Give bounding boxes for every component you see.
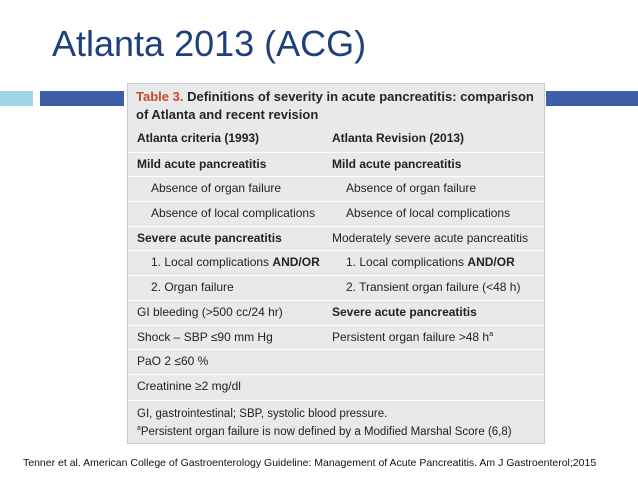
footnote-persistent-organ-failure: [137, 423, 535, 441]
table-cell-right: Mild acute pancreatitis: [332, 156, 462, 171]
footnote-text: Persistent organ failure is now defined by a Modified Marshal Score (6,8): [140, 426, 512, 438]
table-cell-left: [151, 254, 320, 271]
table-row: [128, 201, 544, 226]
table-row: [128, 226, 544, 251]
table-cell-left: Absence of local complications: [151, 206, 316, 221]
table-cell-text: 1. Local complications: [346, 255, 468, 270]
table-row: [128, 325, 544, 350]
table-cell-bold-text: AND/OR: [467, 255, 515, 270]
table-row: [128, 300, 544, 325]
table-caption-label: Table 3.: [136, 89, 184, 104]
column-header-atlanta-2013: Atlanta Revision (2013): [332, 131, 465, 145]
table-cell-left: Creatinine ≥2 mg/dl: [137, 378, 241, 393]
table-cell-right: [346, 254, 515, 271]
table-row: [128, 250, 544, 275]
table-row: [128, 349, 544, 374]
table-cell-left: Severe acute pancreatitis: [137, 230, 282, 245]
table-cell-text: Persistent organ failure >48 h: [332, 329, 490, 344]
footnote-abbreviations: GI, gastrointestinal; SBP, systolic blood pressure.: [137, 408, 388, 420]
table-body: [128, 127, 544, 399]
accent-bar-left-light: [0, 91, 33, 106]
table-caption-text: Definitions of severity in acute pancreatitis: comparison of Atlanta and recent revision: [136, 89, 534, 122]
table-cell-left: Shock – SBP ≤90 mm Hg: [137, 329, 273, 344]
table-cell-bold-text: AND/OR: [272, 255, 320, 270]
accent-bar-right-dark: [546, 91, 638, 106]
column-header-atlanta-1993: Atlanta criteria (1993): [137, 131, 260, 145]
table-row: [128, 374, 544, 399]
table-cell-left: Mild acute pancreatitis: [137, 156, 267, 171]
table-caption: [136, 88, 536, 124]
slide-title: Atlanta 2013 (ACG): [52, 23, 367, 64]
table-cell-right: [332, 329, 493, 346]
table-footnotes: [128, 400, 544, 441]
table-cell-left: Absence of organ failure: [151, 181, 282, 196]
accent-bar-left-dark: [40, 91, 124, 106]
table-cell-left: PaO 2 ≤60 %: [137, 354, 209, 369]
table-row: [128, 275, 544, 300]
table-row: [128, 176, 544, 201]
table-cell-left: 2. Organ failure: [151, 280, 234, 295]
table-cell-right: Absence of local complications: [346, 206, 511, 221]
citation: Tenner et al. American College of Gastroenterology Guideline: Management of Acute Pancreatitis. Am J Gastroenterol;2015: [23, 457, 597, 469]
table-header-row: [128, 127, 544, 152]
table-cell-right: Absence of organ failure: [346, 181, 477, 196]
table-cell-right: 2. Transient organ failure (<48 h): [346, 280, 521, 295]
table-cell-left: GI bleeding (>500 cc/24 hr): [137, 304, 283, 319]
table-cell-right: Severe acute pancreatitis: [332, 304, 477, 319]
footnote-marker: a: [489, 328, 494, 338]
table-cell-text: 1. Local complications: [151, 255, 273, 270]
severity-definitions-table: [127, 83, 545, 444]
table-row: [128, 152, 544, 177]
table-cell-right: Moderately severe acute pancreatitis: [332, 230, 529, 245]
footnote-marker: a: [137, 425, 141, 433]
